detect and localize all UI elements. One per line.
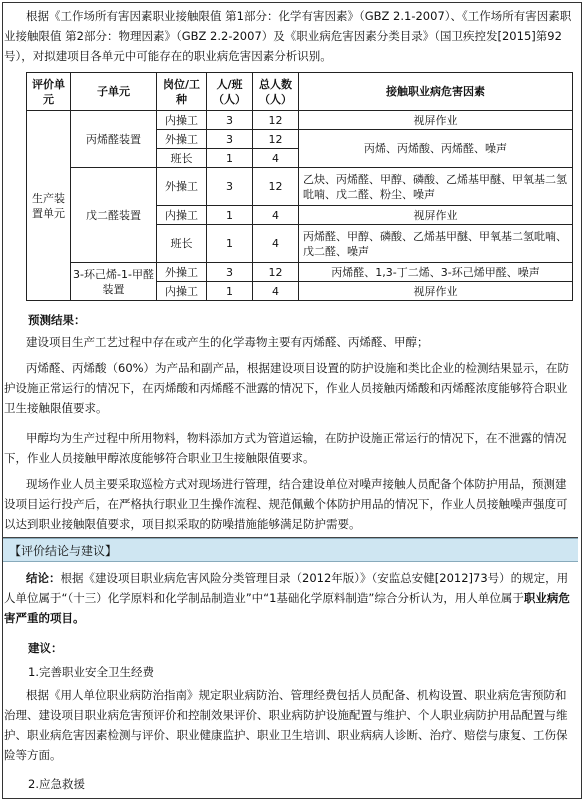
table-row bbox=[27, 168, 573, 206]
cell-post: 内操工 bbox=[157, 206, 207, 225]
conclusion-label: 结论： bbox=[26, 571, 61, 585]
section-banner: 【评价结论与建议】 bbox=[3, 538, 578, 562]
prediction-p2: 丙烯醛、丙烯酸（60%）为产品和副产品，根据建设项目设置的防护设施和类比企业的检测结果显示，在防护设施正常运行的情况下，在丙烯酸和丙烯醛不泄露的情况下，作业人员接触丙烯酸和丙烯醛浓度能够符合职业卫生接触限值要求。 bbox=[4, 361, 570, 415]
cell-total: 4 bbox=[253, 206, 299, 225]
prediction-p3: 甲醇均为生产过程中所用物料，物料添加方式为管道运输，在防护设施正常运行的情况下，在不泄露的情况下，作业人员接触甲醇浓度能够符合职业卫生接触限值要求。 bbox=[4, 431, 567, 465]
suggestion-item-1: 1.完善职业安全卫生经费 bbox=[28, 665, 154, 679]
conclusion-paragraph bbox=[4, 568, 576, 628]
cell-per: 1 bbox=[207, 282, 253, 301]
hazard-table bbox=[26, 72, 573, 301]
suggestion-item-1-text: 根据《用人单位职业病防治指南》规定职业病防治、管理经费包括人员配备、机构设置、职业病危害预防和治理、建设项目职业病危害预评价和控制效果评价、职业病防护设施配置与维护、个人职业病防护用品配置与维护、职业病危害因素检测与评价、职业健康监护、职业卫生培训、职业病病人诊断、治疗、赔偿与康复、工伤保险等方面。 bbox=[4, 688, 568, 762]
cell-hazard: 视屏作业 bbox=[299, 206, 573, 225]
cell-total: 4 bbox=[253, 282, 299, 301]
cell-unit: 生产装置单元 bbox=[27, 111, 71, 301]
cell-total: 4 bbox=[253, 225, 299, 263]
cell-per: 1 bbox=[207, 149, 253, 168]
cell-per: 3 bbox=[207, 130, 253, 149]
cell-post: 外操工 bbox=[157, 130, 207, 149]
cell-subunit-3: 3-环己烯-1-甲醛装置 bbox=[71, 263, 157, 301]
cell-per: 3 bbox=[207, 111, 253, 130]
cell-total: 4 bbox=[253, 149, 299, 168]
cell-total: 12 bbox=[253, 263, 299, 282]
cell-per: 1 bbox=[207, 225, 253, 263]
cell-post: 班长 bbox=[157, 149, 207, 168]
conclusion-text: 根据《建设项目职业病危害风险分类管理目录（2012年版）》（安监总安健[2012]73号）的规定，用人单位属于“（十三）化学原料和化学制品制造业”中“1基础化学原料制造”综合分析认为，用人单位属于 bbox=[4, 571, 569, 605]
prediction-heading: 预测结果： bbox=[28, 313, 86, 327]
cell-per: 3 bbox=[207, 168, 253, 206]
table-row bbox=[27, 111, 573, 130]
cell-per: 1 bbox=[207, 206, 253, 225]
cell-total: 12 bbox=[253, 168, 299, 206]
cell-hazard: 丙烯醛、1,3-丁二烯、3-环己烯甲醛、噪声 bbox=[299, 263, 573, 282]
cell-subunit-2: 戊二醛装置 bbox=[71, 168, 157, 263]
cell-hazard: 丙烯醛、甲醇、磷酸、乙烯基甲醚、甲氧基二氢吡喃、戊二醛、噪声 bbox=[299, 225, 573, 263]
cell-hazard: 视屏作业 bbox=[299, 282, 573, 301]
header-post: 岗位/工种 bbox=[157, 73, 207, 111]
conclusion-result: 职业病危害严重的项目。 bbox=[4, 591, 570, 625]
cell-post: 外操工 bbox=[157, 263, 207, 282]
header-total: 总人数（人） bbox=[253, 73, 299, 111]
table-header-row bbox=[27, 73, 573, 111]
header-subunit: 子单元 bbox=[71, 73, 157, 111]
cell-subunit-1: 丙烯醛装置 bbox=[71, 111, 157, 168]
cell-post: 内操工 bbox=[157, 111, 207, 130]
cell-post: 内操工 bbox=[157, 282, 207, 301]
intro-paragraph: 根据《工作场所有害因素职业接触限值 第1部分：化学有害因素》（GBZ 2.1-2007）、《工作场所有害因素职业接触限值 第2部分：物理因素》（GBZ 2.2-2007）及《职业病危害因素分类目录》（国卫疾控发[2015]第92号），对拟建项目各单元中可能存在的职业病危害因素分析识别。 bbox=[4, 9, 572, 63]
suggestions-heading: 建议： bbox=[28, 641, 63, 655]
cell-per: 3 bbox=[207, 263, 253, 282]
cell-hazard: 乙炔、丙烯醛、甲醇、磷酸、乙烯基甲醚、甲氧基二氢吡喃、戊二醛、粉尘、噪声 bbox=[299, 168, 573, 206]
cell-post: 外操工 bbox=[157, 168, 207, 206]
prediction-p4: 现场作业人员主要采取巡检方式对现场进行管理，结合建设单位对噪声接触人员配备个体防护用品，预测建设项目运行投产后，在严格执行职业卫生操作流程、规范佩戴个体防护用品的情况下，作业人员接触噪声强度可以达到职业接触限值要求，项目拟采取的防噪措施能够满足防护需要。 bbox=[4, 477, 568, 531]
cell-total: 12 bbox=[253, 130, 299, 149]
suggestion-item-2: 2.应急救援 bbox=[28, 777, 85, 791]
cell-hazard: 视屏作业 bbox=[299, 111, 573, 130]
cell-total: 12 bbox=[253, 111, 299, 130]
cell-post: 班长 bbox=[157, 225, 207, 263]
header-per-shift: 人/班（人） bbox=[207, 73, 253, 111]
cell-hazard: 丙烯、丙烯酸、丙烯醛、噪声 bbox=[299, 130, 573, 168]
table-row bbox=[27, 263, 573, 282]
prediction-p1: 建设项目生产工艺过程中存在或产生的化学毒物主要有丙烯醛、丙烯醛、甲醇； bbox=[26, 335, 429, 349]
header-hazard: 接触职业病危害因素 bbox=[299, 73, 573, 111]
header-unit: 评价单元 bbox=[27, 73, 71, 111]
